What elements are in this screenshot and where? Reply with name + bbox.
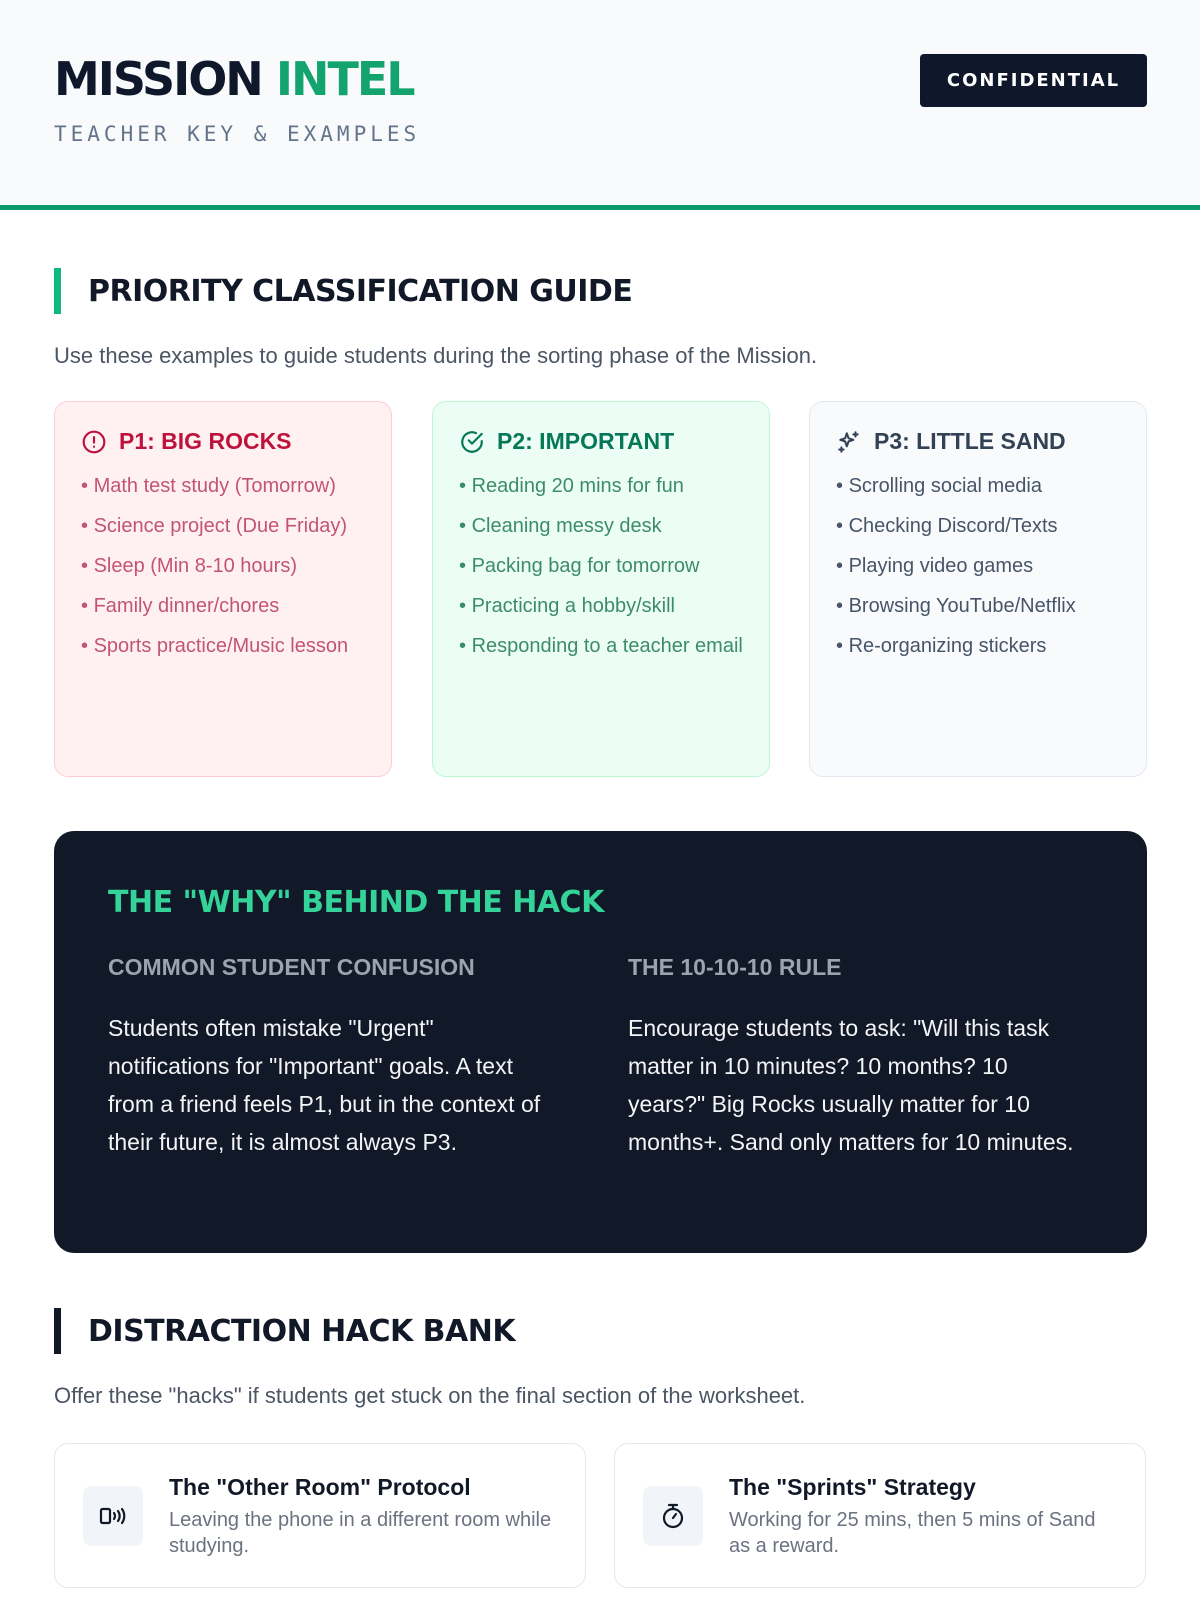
hack-card-other-room: [54, 1443, 586, 1588]
stopwatch-icon: [657, 1500, 689, 1532]
brand-logo: [54, 52, 414, 106]
card-header: [836, 428, 1120, 455]
phone-vibrate-icon: [97, 1500, 129, 1532]
list-item: • Packing bag for tomorrow: [459, 553, 743, 580]
why-panel: [54, 831, 1147, 1253]
list-item: • Scrolling social media: [836, 473, 1120, 500]
priority-card-p2: [432, 401, 770, 777]
list-item: • Cleaning messy desk: [459, 513, 743, 540]
why-column-rule: [628, 954, 1078, 1161]
why-column-heading: THE 10-10-10 RULE: [628, 954, 842, 980]
brand-accent: INTEL: [275, 52, 414, 106]
card-title: P1: BIG ROCKS: [119, 428, 292, 454]
card-header: [459, 428, 743, 455]
hack-title: The "Other Room" Protocol: [169, 1474, 471, 1500]
priority-lead: Use these examples to guide students during the sorting phase of the Mission.: [54, 343, 818, 368]
page-header: [0, 0, 1200, 210]
list-item: • Sports practice/Music lesson: [81, 633, 365, 660]
hack-text: [169, 1474, 557, 1557]
hack-icon-box: [83, 1486, 143, 1546]
why-column-text: Students often mistake "Urgent" notifications for "Important" goals. A text from a friend feels P1, but in the context of their future, it is almost always P3.: [108, 1015, 541, 1155]
list-item: • Math test study (Tomorrow): [81, 473, 365, 500]
why-title: THE "WHY" BEHIND THE HACK: [108, 885, 604, 920]
why-column-confusion: [108, 954, 558, 1161]
card-list: [459, 473, 743, 660]
hack-description: Leaving the phone in a different room while studying.: [169, 1509, 552, 1557]
hack-card-sprints: [614, 1443, 1146, 1588]
confidential-badge: CONFIDENTIAL: [920, 54, 1147, 107]
hack-description: Working for 25 mins, then 5 mins of Sand as a reward.: [729, 1509, 1096, 1557]
card-title: P3: LITTLE SAND: [874, 428, 1066, 454]
list-item: • Practicing a hobby/skill: [459, 593, 743, 620]
why-column-text: Encourage students to ask: "Will this task matter in 10 minutes? 10 months? 10 years?" Big Rocks usually matter for 10 months+. Sand only matters for 10 minutes.: [628, 1015, 1074, 1155]
list-item: • Family dinner/chores: [81, 593, 365, 620]
sparkles-icon: [836, 429, 862, 455]
list-item: • Browsing YouTube/Netflix: [836, 593, 1120, 620]
list-item: • Sleep (Min 8-10 hours): [81, 553, 365, 580]
brand-main: MISSION: [54, 52, 262, 106]
card-header: [81, 428, 365, 455]
list-item: • Playing video games: [836, 553, 1120, 580]
card-list: [836, 473, 1120, 660]
list-item: • Science project (Due Friday): [81, 513, 365, 540]
list-item: • Reading 20 mins for fun: [459, 473, 743, 500]
hack-text: [729, 1474, 1117, 1557]
list-item: • Responding to a teacher email: [459, 633, 743, 660]
why-columns: [108, 954, 1093, 1161]
page-subtitle: TEACHER KEY & EXAMPLES: [54, 122, 421, 146]
card-list: [81, 473, 365, 660]
alert-circle-icon: [81, 429, 107, 455]
hack-lead: Offer these "hacks" if students get stuck on the final section of the worksheet.: [54, 1383, 806, 1408]
list-item: • Checking Discord/Texts: [836, 513, 1120, 540]
priority-section-title: PRIORITY CLASSIFICATION GUIDE: [54, 268, 632, 314]
priority-card-p1: [54, 401, 392, 777]
why-column-heading: COMMON STUDENT CONFUSION: [108, 954, 475, 980]
hack-title: The "Sprints" Strategy: [729, 1474, 976, 1500]
check-circle-icon: [459, 429, 485, 455]
hack-section-title: DISTRACTION HACK BANK: [54, 1308, 515, 1354]
list-item: • Re-organizing stickers: [836, 633, 1120, 660]
card-title: P2: IMPORTANT: [497, 428, 675, 454]
priority-card-p3: [809, 401, 1147, 777]
hack-icon-box: [643, 1486, 703, 1546]
